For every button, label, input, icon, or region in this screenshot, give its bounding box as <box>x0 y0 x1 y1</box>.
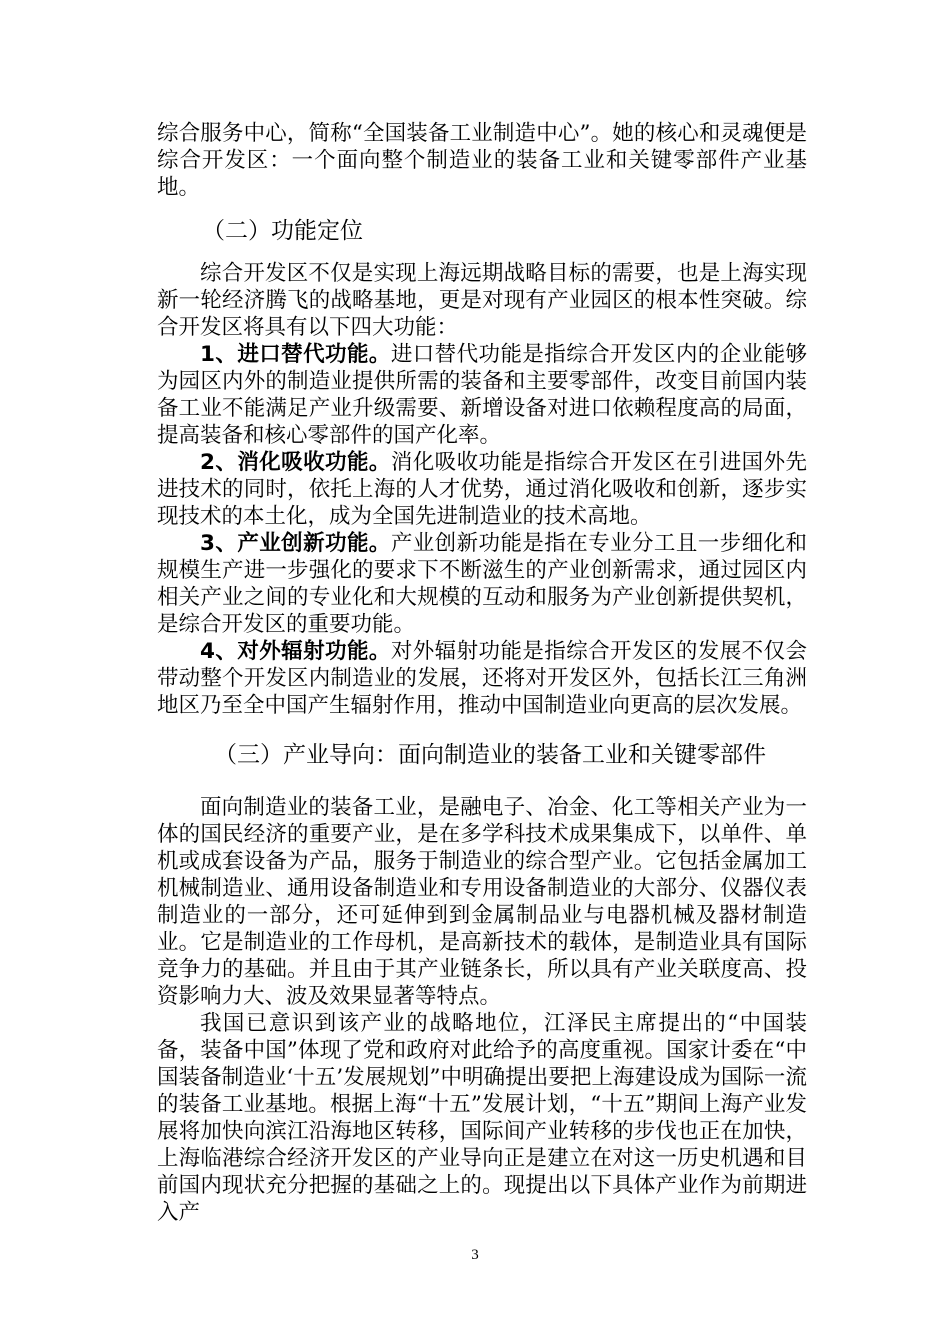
function-item-text: 对外辐射功能是指综合开发区的发展不仅会带动整个开发区内制造业的发展，还将对开发区外，包括长江三角洲地区乃至全中国产生辐射作用，推动中国制造业向更高的层次发展。 <box>157 639 807 718</box>
section-heading-industry-orientation: （三）产业导向：面向制造业的装备工业和关键零部件 <box>214 742 766 768</box>
function-item-lead: 1、进口替代功能。 <box>200 342 391 367</box>
function-item-lead: 3、产业创新功能。 <box>200 531 391 556</box>
function-item-import-substitution <box>157 341 807 449</box>
function-item-text: 消化吸收功能是指综合开发区在引进国外先进技术的同时，依托上海的人才优势，通过消化吸收和创新，逐步实现技术的本土化，成为全国先进制造业的技术高地。 <box>157 450 807 529</box>
section3-paragraph: 面向制造业的装备工业，是融电子、冶金、化工等相关产业为一体的国民经济的重要产业，是在多学科技术成果集成下，以单件、单机或成套设备为产品，服务于制造业的综合型产业。它包括金属加工机械制造业、通用设备制造业和专用设备制造业的大部分、仪器仪表制造业的一部分，还可延伸到到金属制品业与电器机械及器材制造业。它是制造业的工作母机，是高新技术的载体，是制造业具有国际竞争力的基础。并且由于其产业链条长，所以具有产业关联度高、投资影响力大、波及效果显著等特点。 <box>157 795 807 1009</box>
function-item-digestion-absorption <box>157 449 807 530</box>
page-number: 3 <box>471 1247 479 1263</box>
function-item-lead: 4、对外辐射功能。 <box>200 639 391 664</box>
function-item-lead: 2、消化吸收功能。 <box>200 450 391 475</box>
section-heading-function-positioning: （二）功能定位 <box>202 218 363 244</box>
function-item-industry-innovation <box>157 530 807 638</box>
section2-intro-paragraph: 综合开发区不仅是实现上海远期战略目标的需要，也是上海实现新一轮经济腾飞的战略基地，更是对现有产业园区的根本性突破。综合开发区将具有以下四大功能： <box>157 261 807 340</box>
intro-paragraph: 综合服务中心，简称“全国装备工业制造中心”。她的核心和灵魂便是综合开发区：一个面向整个制造业的装备工业和关键零部件产业基地。 <box>157 121 807 200</box>
function-item-text: 产业创新功能是指在专业分工且一步细化和规模生产进一步强化的要求下不断滋生的产业创新需求，通过园区内相关产业之间的专业化和大规模的互动和服务为产业创新提供契机，是综合开发区的重要功能。 <box>157 531 807 637</box>
section3-paragraph: 我国已意识到该产业的战略地位，江泽民主席提出的“中国装备，装备中国”体现了党和政府对此给予的高度重视。国家计委在“中国装备制造业‘十五’发展规划”中明确提出要把上海建设成为国际一流的装备工业基地。根据上海“十五”发展计划，“十五”期间上海产业发展将加快向滨江沿海地区转移，国际间产业转移的步伐也正在加快，上海临港综合经济开发区的产业导向正是建立在对这一历史机遇和目前国内现状充分把握的基础之上的。现提出以下具体产业作为前期进入产 <box>157 1011 807 1225</box>
function-item-text: 进口替代功能是指综合开发区内的企业能够为园区内外的制造业提供所需的装备和主要零部件，改变目前国内装备工业不能满足产业升级需要、新增设备对进口依赖程度高的局面，提高装备和核心零部件的国产化率。 <box>157 342 807 448</box>
function-item-external-radiation <box>157 638 807 719</box>
page-body <box>157 120 807 1226</box>
